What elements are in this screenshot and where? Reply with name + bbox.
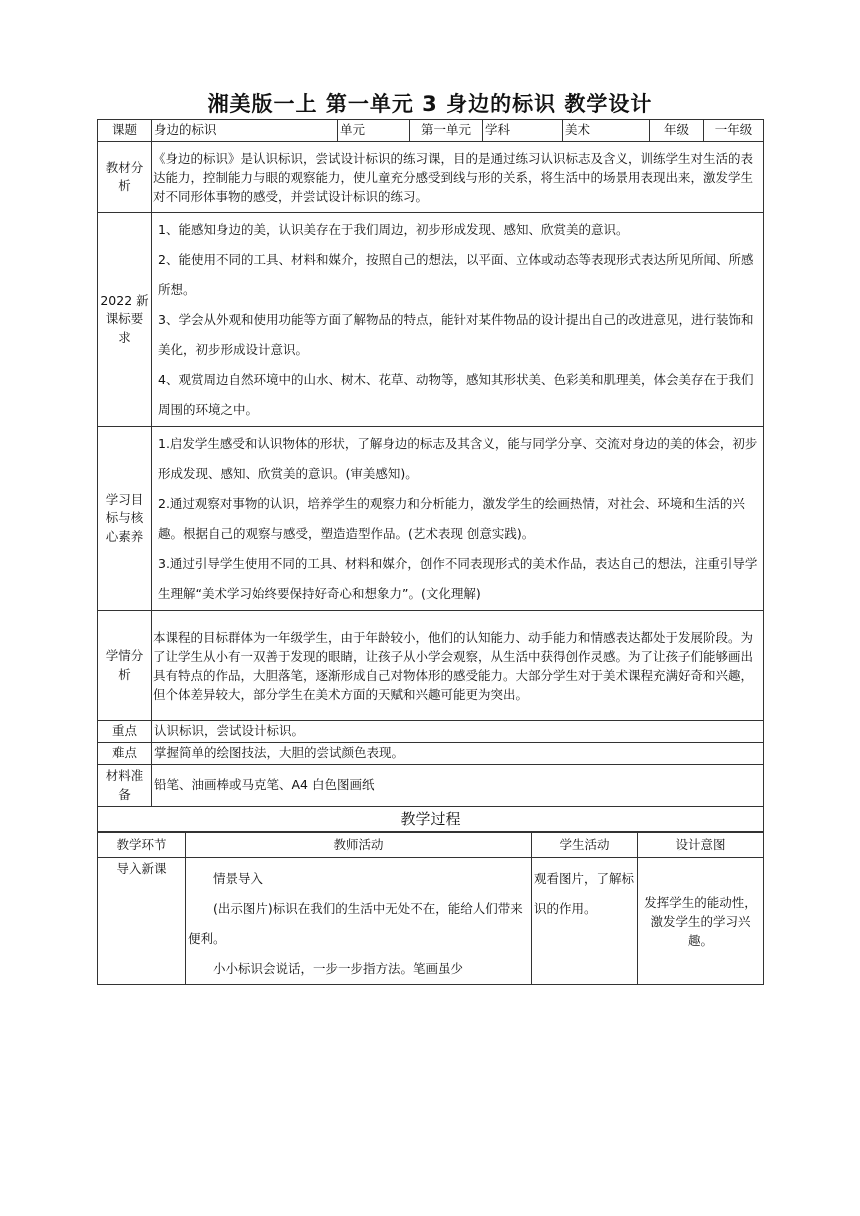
unit-value: 第一单元 bbox=[410, 120, 483, 142]
difficulty-text: 掌握简单的绘图技法，大胆的尝试颜色表现。 bbox=[152, 743, 764, 765]
teacher-activity-line: 情景导入 bbox=[213, 871, 264, 886]
objectives-item: 2.通过观察对事物的认识，培养学生的观察力和分析能力，激发学生的绘画热情，对社会、环境和生活的兴趣。根据自己的观察与感受，塑造造型作品。(艺术表现 创意实践)。 bbox=[158, 495, 745, 541]
unit-label: 单元 bbox=[338, 120, 410, 142]
subject-label: 学科 bbox=[483, 120, 563, 142]
key-point-label: 重点 bbox=[98, 721, 152, 743]
difficulty-label: 难点 bbox=[98, 743, 152, 765]
lesson-info-table bbox=[97, 119, 764, 832]
learner-analysis-label: 学情分析 bbox=[98, 611, 152, 721]
teacher-activity-line: 小小标识会说话，一步一步指方法。笔画虽少 bbox=[213, 961, 464, 976]
grade-label: 年级 bbox=[650, 120, 704, 142]
process-table bbox=[97, 832, 764, 985]
subject-value: 美术 bbox=[563, 120, 650, 142]
standards-item: 3、学会从外观和使用功能等方面了解物品的特点，能针对某件物品的设计提出自己的改进意见，进行装饰和美化，初步形成设计意识。 bbox=[158, 311, 754, 357]
material-analysis-text: 《身边的标识》是认识标识，尝试设计标识的练习课，目的是通过练习认识标志及含义，训练学生对生活的表达能力，控制能力与眼的观察能力，使儿童充分感受到线与形的关系，将生活中的场景用表现出来，激发学生对不同形体事物的感受，并尝试设计标识的练习。 bbox=[152, 142, 764, 213]
process-header-intent: 设计意图 bbox=[638, 833, 764, 858]
page-title: 湘美版一上 第一单元 3 身边的标识 教学设计 bbox=[207, 92, 653, 116]
standards-item: 2、能使用不同的工具、材料和媒介，按照自己的想法，以平面、立体或动态等表现形式表达所见所闻、所感所想。 bbox=[158, 251, 754, 297]
materials-text: 铅笔、油画棒或马克笔、A4 白色图画纸 bbox=[152, 765, 764, 807]
process-header-student: 学生活动 bbox=[532, 833, 638, 858]
process-header-stage: 教学环节 bbox=[98, 833, 186, 858]
process-title: 教学过程 bbox=[98, 807, 764, 832]
standards-content bbox=[152, 213, 764, 427]
learner-analysis-text: 本课程的目标群体为一年级学生，由于年龄较小，他们的认知能力、动手能力和情感表达都处于发展阶段。为了让学生从小有一双善于发现的眼睛，让孩子从小学会观察，从生活中获得创作灵感。为了让孩子们能够画出具有特点的作品，大胆落笔，逐渐形成自己对物体形的感受能力。大部分学生对于美术课程充满好奇和兴趣，但个体差异较大，部分学生在美术方面的天赋和兴趣可能更为突出。 bbox=[152, 611, 764, 721]
objectives-label: 学习目标与核心素养 bbox=[98, 427, 152, 611]
objectives-item: 3.通过引导学生使用不同的工具、材料和媒介，创作不同表现形式的美术作品，表达自己的想法，注重引导学生理解“美术学习始终要保持好奇心和想象力”。(文化理解) bbox=[158, 555, 758, 601]
grade-value: 一年级 bbox=[704, 120, 764, 142]
standards-item: 1、能感知身边的美，认识美存在于我们周边，初步形成发现、感知、欣赏美的意识。 bbox=[158, 221, 629, 237]
lesson-label: 课题 bbox=[98, 120, 152, 142]
student-activity: 观看图片，了解标识的作用。 bbox=[532, 858, 638, 985]
design-intent: 发挥学生的能动性，激发学生的学习兴趣。 bbox=[638, 858, 764, 985]
standards-item: 4、观赏周边自然环境中的山水、树木、花草、动物等，感知其形状美、色彩美和肌理美，体会美存在于我们周围的环境之中。 bbox=[158, 371, 754, 417]
lesson-value: 身边的标识 bbox=[152, 120, 338, 142]
process-header-teacher: 教师活动 bbox=[186, 833, 532, 858]
key-point-text: 认识标识，尝试设计标识。 bbox=[152, 721, 764, 743]
materials-label: 材料准备 bbox=[98, 765, 152, 807]
material-analysis-label: 教材分析 bbox=[98, 142, 152, 213]
objectives-item: 1.启发学生感受和认识物体的形状，了解身边的标志及其含义，能与同学分享、交流对身边的美的体会，初步形成发现、感知、欣赏美的意识。(审美感知)。 bbox=[158, 435, 758, 481]
teacher-activity bbox=[186, 858, 532, 985]
objectives-content bbox=[152, 427, 764, 611]
teacher-activity-line: (出示图片)标识在我们的生活中无处不在，能给人们带来便利。 bbox=[188, 901, 523, 946]
process-stage: 导入新课 bbox=[98, 858, 186, 985]
standards-label: 2022 新课标要求 bbox=[98, 213, 152, 427]
